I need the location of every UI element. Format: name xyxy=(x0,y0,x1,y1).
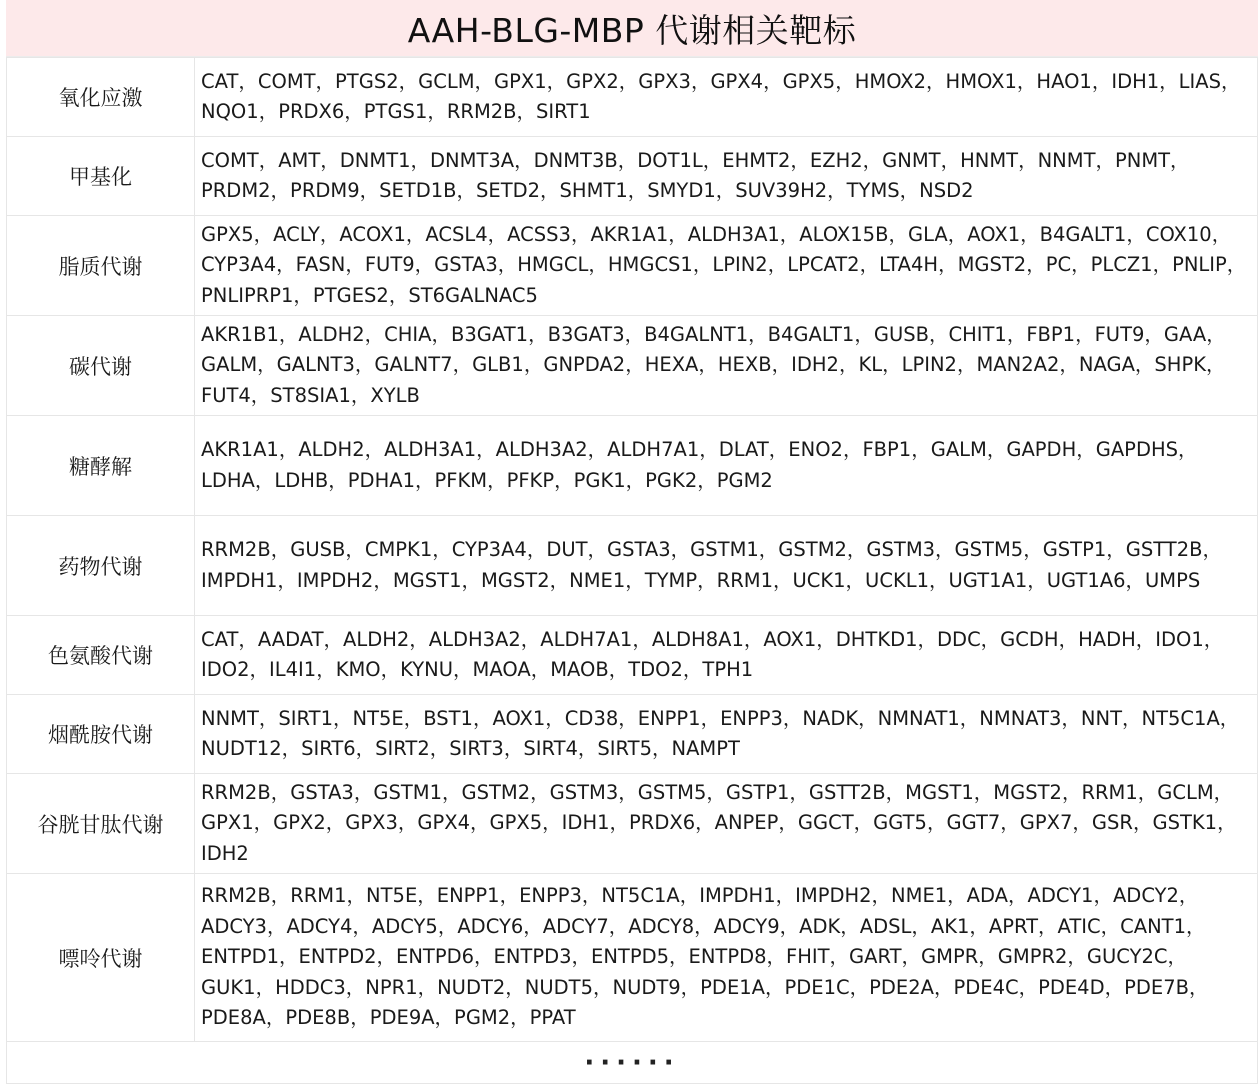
table-row xyxy=(7,216,1258,316)
genes-cell: RRM2B，GUSB，CMPK1，CYP3A4，DUT，GSTA3，GSTM1，GSTM2，GSTM3，GSTM5，GSTP1，GSTT2B，IMPDH1，IMPDH2，MGST1，MGST2，NME1，TYMP，RRM1，UCK1，UCKL1，UGT1A1，UGT1A6，UMPS xyxy=(195,516,1258,616)
genes-cell: NNMT，SIRT1，NT5E，BST1，AOX1，CD38，ENPP1，ENPP3，NADK，NMNAT1，NMNAT3，NNT，NT5C1A，NUDT12，SIRT6，SIRT2，SIRT3，SIRT4，SIRT5，NAMPT xyxy=(195,695,1258,774)
table-row xyxy=(7,516,1258,616)
table-row xyxy=(7,616,1258,695)
target-table-container xyxy=(6,0,1258,1084)
genes-cell: AKR1B1，ALDH2，CHIA，B3GAT1，B3GAT3，B4GALNT1，B4GALT1，GUSB，CHIT1，FBP1，FUT9，GAA，GALM，GALNT3，GALNT7，GLB1，GNPDA2，HEXA，HEXB，IDH2，KL，LPIN2，MAN2A2，NAGA，SHPK，FUT4，ST8SIA1，XYLB xyxy=(195,316,1258,416)
more-ellipsis: ······ xyxy=(7,1042,1258,1084)
table-title: AAH-BLG-MBP 代谢相关靶标 xyxy=(6,0,1258,57)
table-row-more xyxy=(7,1042,1258,1084)
table-row xyxy=(7,695,1258,774)
genes-cell: RRM2B，RRM1，NT5E，ENPP1，ENPP3，NT5C1A，IMPDH1，IMPDH2，NME1，ADA，ADCY1，ADCY2，ADCY3，ADCY4，ADCY5，ADCY6，ADCY7，ADCY8，ADCY9，ADK，ADSL，AK1，APRT，ATIC，CANT1，ENTPD1，ENTPD2，ENTPD6，ENTPD3，ENTPD5，ENTPD8，FHIT，GART，GMPR，GMPR2，GUCY2C，GUK1，HDDC3，NPR1，NUDT2，NUDT5，NUDT9，PDE1A，PDE1C，PDE2A，PDE4C，PDE4D，PDE7B，PDE8A，PDE8B，PDE9A，PGM2，PPAT xyxy=(195,874,1258,1042)
category-cell: 甲基化 xyxy=(7,137,195,216)
table-row xyxy=(7,58,1258,137)
table-row xyxy=(7,137,1258,216)
category-cell: 糖酵解 xyxy=(7,416,195,516)
table-row xyxy=(7,316,1258,416)
table-row xyxy=(7,416,1258,516)
genes-cell: CAT，COMT，PTGS2，GCLM，GPX1，GPX2，GPX3，GPX4，GPX5，HMOX2，HMOX1，HAO1，IDH1，LIAS，NQO1，PRDX6，PTGS1，RRM2B，SIRT1 xyxy=(195,58,1258,137)
category-cell: 嘌呤代谢 xyxy=(7,874,195,1042)
genes-cell: AKR1A1，ALDH2，ALDH3A1，ALDH3A2，ALDH7A1，DLAT，ENO2，FBP1，GALM，GAPDH，GAPDHS，LDHA，LDHB，PDHA1，PFKM，PFKP，PGK1，PGK2，PGM2 xyxy=(195,416,1258,516)
genes-cell: GPX5，ACLY，ACOX1，ACSL4，ACSS3，AKR1A1，ALDH3A1，ALOX15B，GLA，AOX1，B4GALT1，COX10，CYP3A4，FASN，FUT9，GSTA3，HMGCL，HMGCS1，LPIN2，LPCAT2，LTA4H，MGST2，PC，PLCZ1，PNLIP，PNLIPRP1，PTGES2，ST6GALNAC5 xyxy=(195,216,1258,316)
genes-cell: CAT，AADAT，ALDH2，ALDH3A2，ALDH7A1，ALDH8A1，AOX1，DHTKD1，DDC，GCDH，HADH，IDO1，IDO2，IL4I1，KMO，KYNU，MAOA，MAOB，TDO2，TPH1 xyxy=(195,616,1258,695)
category-cell: 药物代谢 xyxy=(7,516,195,616)
category-cell: 脂质代谢 xyxy=(7,216,195,316)
category-cell: 氧化应激 xyxy=(7,58,195,137)
category-cell: 谷胱甘肽代谢 xyxy=(7,774,195,874)
table-row xyxy=(7,774,1258,874)
metabolism-target-table xyxy=(6,57,1258,1084)
category-cell: 色氨酸代谢 xyxy=(7,616,195,695)
category-cell: 烟酰胺代谢 xyxy=(7,695,195,774)
genes-cell: RRM2B，GSTA3，GSTM1，GSTM2，GSTM3，GSTM5，GSTP1，GSTT2B，MGST1，MGST2，RRM1，GCLM，GPX1，GPX2，GPX3，GPX4，GPX5，IDH1，PRDX6，ANPEP，GGCT，GGT5，GGT7，GPX7，GSR，GSTK1，IDH2 xyxy=(195,774,1258,874)
genes-cell: COMT，AMT，DNMT1，DNMT3A，DNMT3B，DOT1L，EHMT2，EZH2，GNMT，HNMT，NNMT，PNMT，PRDM2，PRDM9，SETD1B，SETD2，SHMT1，SMYD1，SUV39H2，TYMS，NSD2 xyxy=(195,137,1258,216)
category-cell: 碳代谢 xyxy=(7,316,195,416)
table-row xyxy=(7,874,1258,1042)
